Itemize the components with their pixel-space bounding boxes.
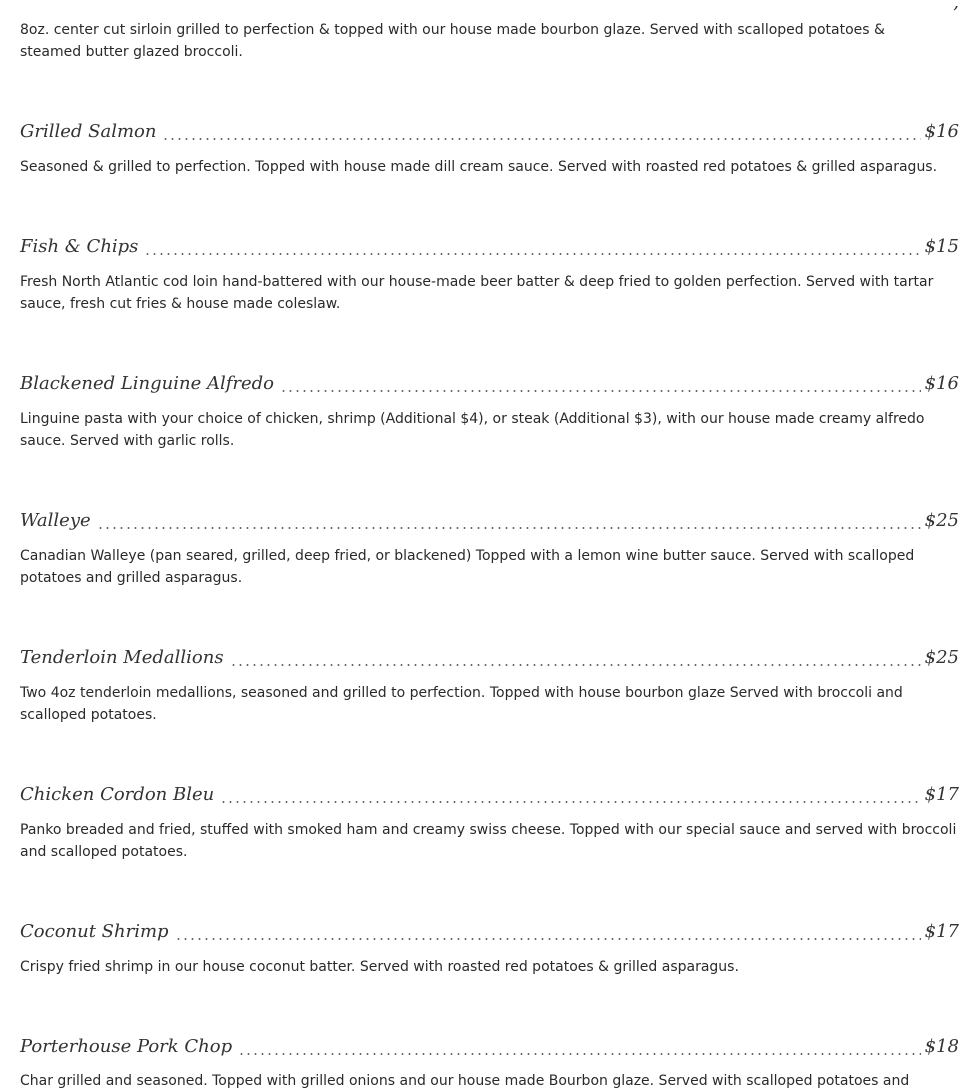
menu-item-name: Walleye [20, 510, 91, 531]
menu-item-description: Seasoned & grilled to perfection. Topped with house made dill cream sauce. Served with roasted red potatoes & grilled asparagus. [20, 159, 938, 175]
menu-item-header [20, 919, 959, 943]
menu-item-header [20, 234, 959, 258]
menu-item-price: $25 [924, 647, 959, 668]
dot-leader [175, 938, 921, 940]
menu-item-name: Blackened Linguine Alfredo [20, 373, 275, 394]
menu-item-name: Porterhouse Pork Chop [20, 1036, 233, 1057]
menu-item-description: Char grilled and seasoned. Topped with grilled onions and our house made Bourbon glaze. Served with scalloped potatoes and [20, 1073, 910, 1088]
menu-item-price: $15 [924, 236, 959, 257]
menu-item-price: $16 [924, 373, 959, 394]
menu-item-header [20, 645, 959, 669]
menu-item-description: Fresh North Atlantic cod loin hand-battered with our house-made beer batter & deep fried to golden perfection. Served with tartar sauce, fresh cut fries & house made coleslaw. [20, 274, 934, 312]
menu-item-price: $17 [924, 921, 959, 942]
dot-leader [144, 253, 920, 255]
menu-item-description: Canadian Walleye (pan seared, grilled, deep fried, or blackened) Topped with a lemon wine butter sauce. Served with scalloped potatoes and grilled asparagus. [20, 548, 915, 586]
cutoff-price-fragment: , [953, 0, 959, 13]
menu-item-description: Linguine pasta with your choice of chicken, shrimp (Additional $4), or steak (Additional $3), with our house made creamy alfredo sauce. Served with garlic rolls. [20, 411, 925, 449]
menu-item-description: Crispy fried shrimp in our house coconut batter. Served with roasted red potatoes & grilled asparagus. [20, 959, 739, 975]
menu-item-header [20, 371, 959, 395]
menu-item-name: Chicken Cordon Bleu [20, 784, 215, 805]
menu-item-price: $18 [924, 1036, 959, 1057]
dot-leader [220, 801, 920, 803]
menu-item-description: Two 4oz tenderloin medallions, seasoned and grilled to perfection. Topped with house bourbon glaze Served with broccoli and scalloped potatoes. [20, 685, 903, 723]
dot-leader [97, 527, 921, 529]
menu-item-header [20, 119, 959, 143]
menu-item-header [20, 508, 959, 532]
dot-leader [280, 390, 921, 392]
top-item-description: 8oz. center cut sirloin grilled to perfection & topped with our house made bourbon glaze. Served with scalloped potatoes & steamed butter glazed broccoli. [20, 22, 885, 60]
menu-item-name: Tenderloin Medallions [20, 647, 224, 668]
menu-item-price: $25 [924, 510, 959, 531]
dot-leader [230, 664, 921, 666]
menu-item-name: Coconut Shrimp [20, 921, 169, 942]
menu-item-description: Panko breaded and fried, stuffed with smoked ham and creamy swiss cheese. Topped with our special sauce and served with broccoli and scalloped potatoes. [20, 822, 957, 860]
menu-item-header [20, 782, 959, 806]
dot-leader [162, 138, 920, 140]
menu-item-price: $17 [924, 784, 959, 805]
menu-item-name: Fish & Chips [20, 236, 139, 257]
menu-item-header [20, 1034, 959, 1058]
menu-item-name: Grilled Salmon [20, 121, 157, 142]
dot-leader [238, 1053, 921, 1055]
menu-item-price: $16 [924, 121, 959, 142]
